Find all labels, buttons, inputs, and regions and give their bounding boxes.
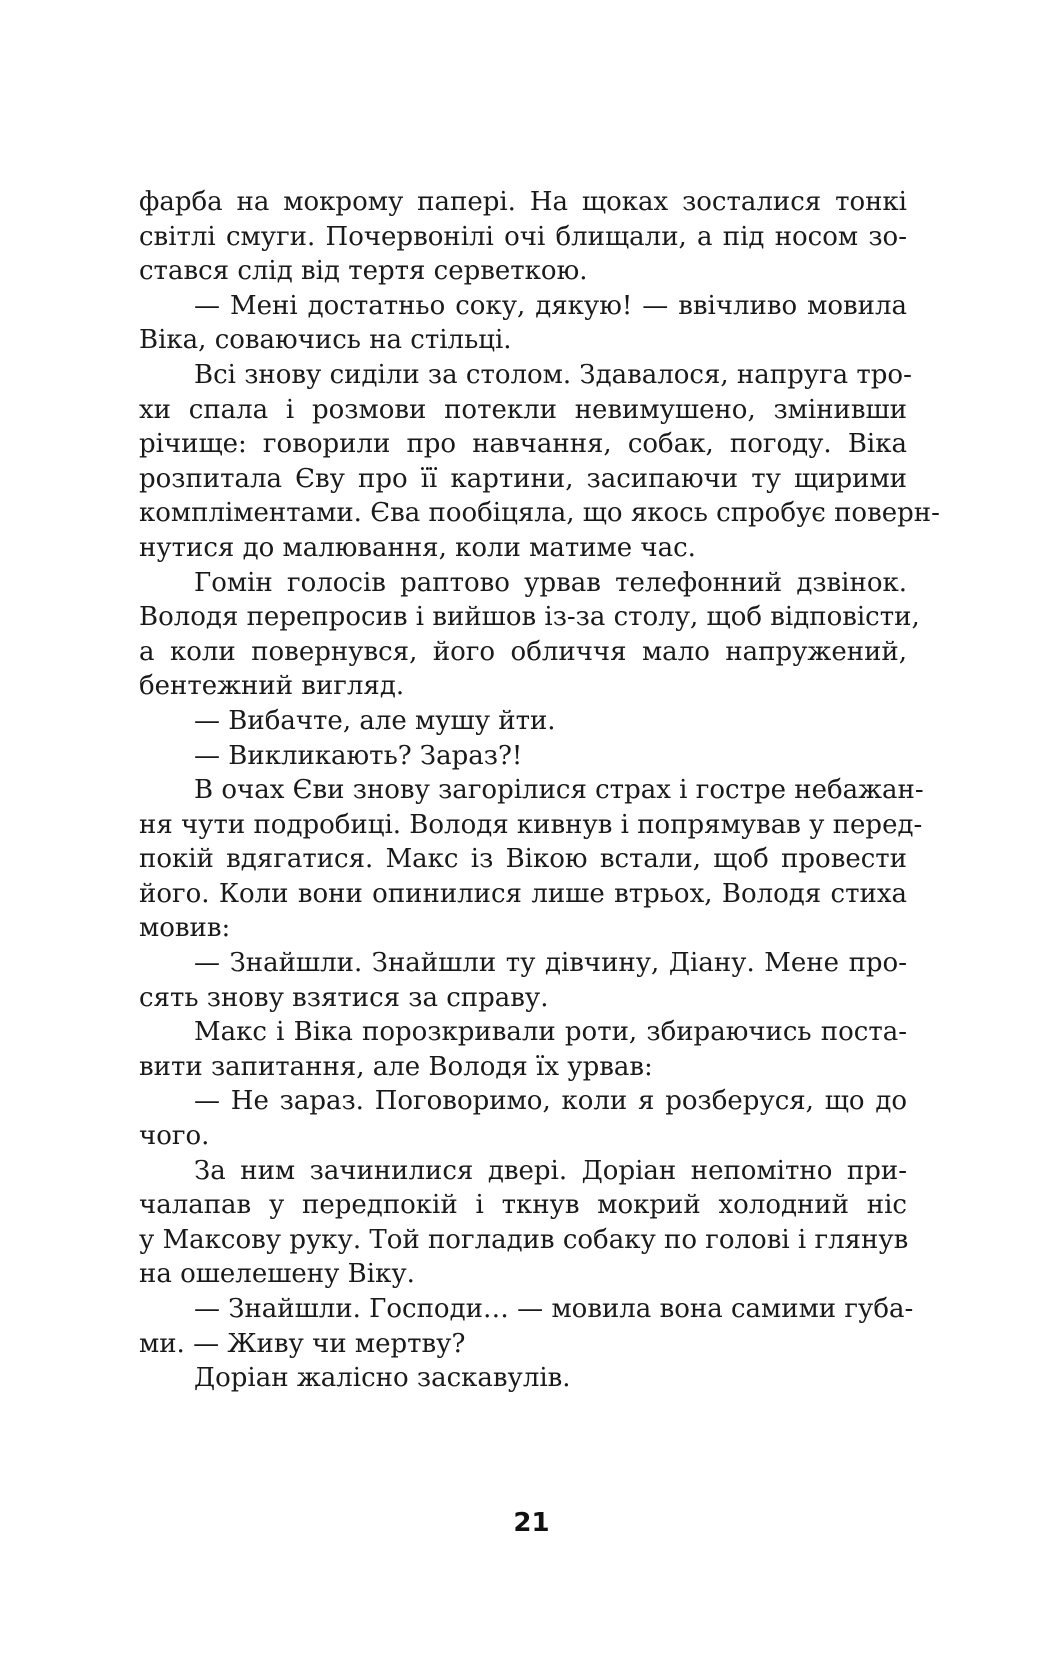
text-line-19: ня чути подробиці. Володя кивнув і попрямував у перед- bbox=[139, 809, 923, 840]
text-line-10: компліментами. Єва пообіцяла, що якось спробує поверн- bbox=[139, 498, 940, 529]
text-line-2: світлі смуги. Почервонілі очі блищали, а під носом зо- bbox=[139, 221, 907, 252]
text-line-22: мовив: bbox=[139, 913, 231, 944]
text-line-24: сять знову взятися за справу. bbox=[139, 982, 549, 1013]
text-line-20: покій вдягатися. Макс із Вікою встали, щоб провести bbox=[139, 844, 907, 875]
text-line-13: Володя перепросив і вийшов із-за столу, щоб відповісти, bbox=[139, 602, 920, 633]
text-line-35: Доріан жалісно заскавулів. bbox=[194, 1363, 571, 1394]
text-line-30: чалапав у передпокій і ткнув мокрий холодний ніс bbox=[139, 1190, 907, 1221]
text-line-8: річище: говорили про навчання, собак, погоду. Віка bbox=[139, 429, 907, 460]
text-line-14: а коли повернувся, його обличчя мало напружений, bbox=[139, 636, 907, 667]
text-line-4: — Мені достатньо соку, дякую! — ввічливо мовила bbox=[194, 290, 907, 321]
text-line-18: В очах Єви знову загорілися страх і гостре небажан- bbox=[194, 775, 924, 806]
text-line-28: чого. bbox=[139, 1121, 210, 1152]
text-line-32: на ошелешену Віку. bbox=[139, 1259, 415, 1290]
text-line-31: у Максову руку. Той погладив собаку по голові і глянув bbox=[139, 1224, 909, 1255]
text-line-25: Макс і Віка порозкривали роти, збираючись поста- bbox=[194, 1017, 907, 1048]
text-line-23: — Знайшли. Знайшли ту дівчину, Діану. Мене про- bbox=[194, 948, 907, 979]
text-line-21: його. Коли вони опинилися лише втрьох, Володя стиха bbox=[139, 878, 907, 909]
text-line-11: нутися до малювання, коли матиме час. bbox=[139, 532, 696, 563]
text-line-27: — Не зараз. Поговоримо, коли я розберуся, що до bbox=[194, 1086, 907, 1117]
text-line-3: стався слід від тертя серветкою. bbox=[139, 256, 588, 287]
text-line-33: — Знайшли. Господи… — мовила вона самими губа- bbox=[194, 1294, 914, 1324]
text-line-6: Всі знову сиділи за столом. Здавалося, напруга тро- bbox=[194, 359, 912, 390]
text-line-16: — Вибачте, але мушу йти. bbox=[194, 705, 556, 736]
page-text bbox=[139, 185, 940, 1396]
text-line-7: хи спала і розмови потекли невимушено, змінивши bbox=[139, 394, 907, 425]
text-line-1: фарба на мокрому папері. На щоках зосталися тонкі bbox=[139, 187, 907, 217]
text-line-12: Гомін голосів раптово урвав телефонний дзвінок. bbox=[194, 567, 907, 598]
page-number: 21 bbox=[513, 1508, 550, 1538]
text-line-26: вити запитання, але Володя їх урвав: bbox=[139, 1051, 653, 1082]
text-line-29: За ним зачинилися двері. Доріан непомітно при- bbox=[194, 1155, 907, 1186]
text-line-5: Віка, соваючись на стільці. bbox=[139, 325, 512, 356]
text-line-17: — Викликають? Зараз?! bbox=[194, 740, 523, 771]
text-line-15: бентежний вигляд. bbox=[139, 671, 405, 702]
text-line-9: розпитала Єву про її картини, засипаючи ту щирими bbox=[139, 463, 907, 494]
text-line-34: ми. — Живу чи мертву? bbox=[139, 1328, 466, 1359]
